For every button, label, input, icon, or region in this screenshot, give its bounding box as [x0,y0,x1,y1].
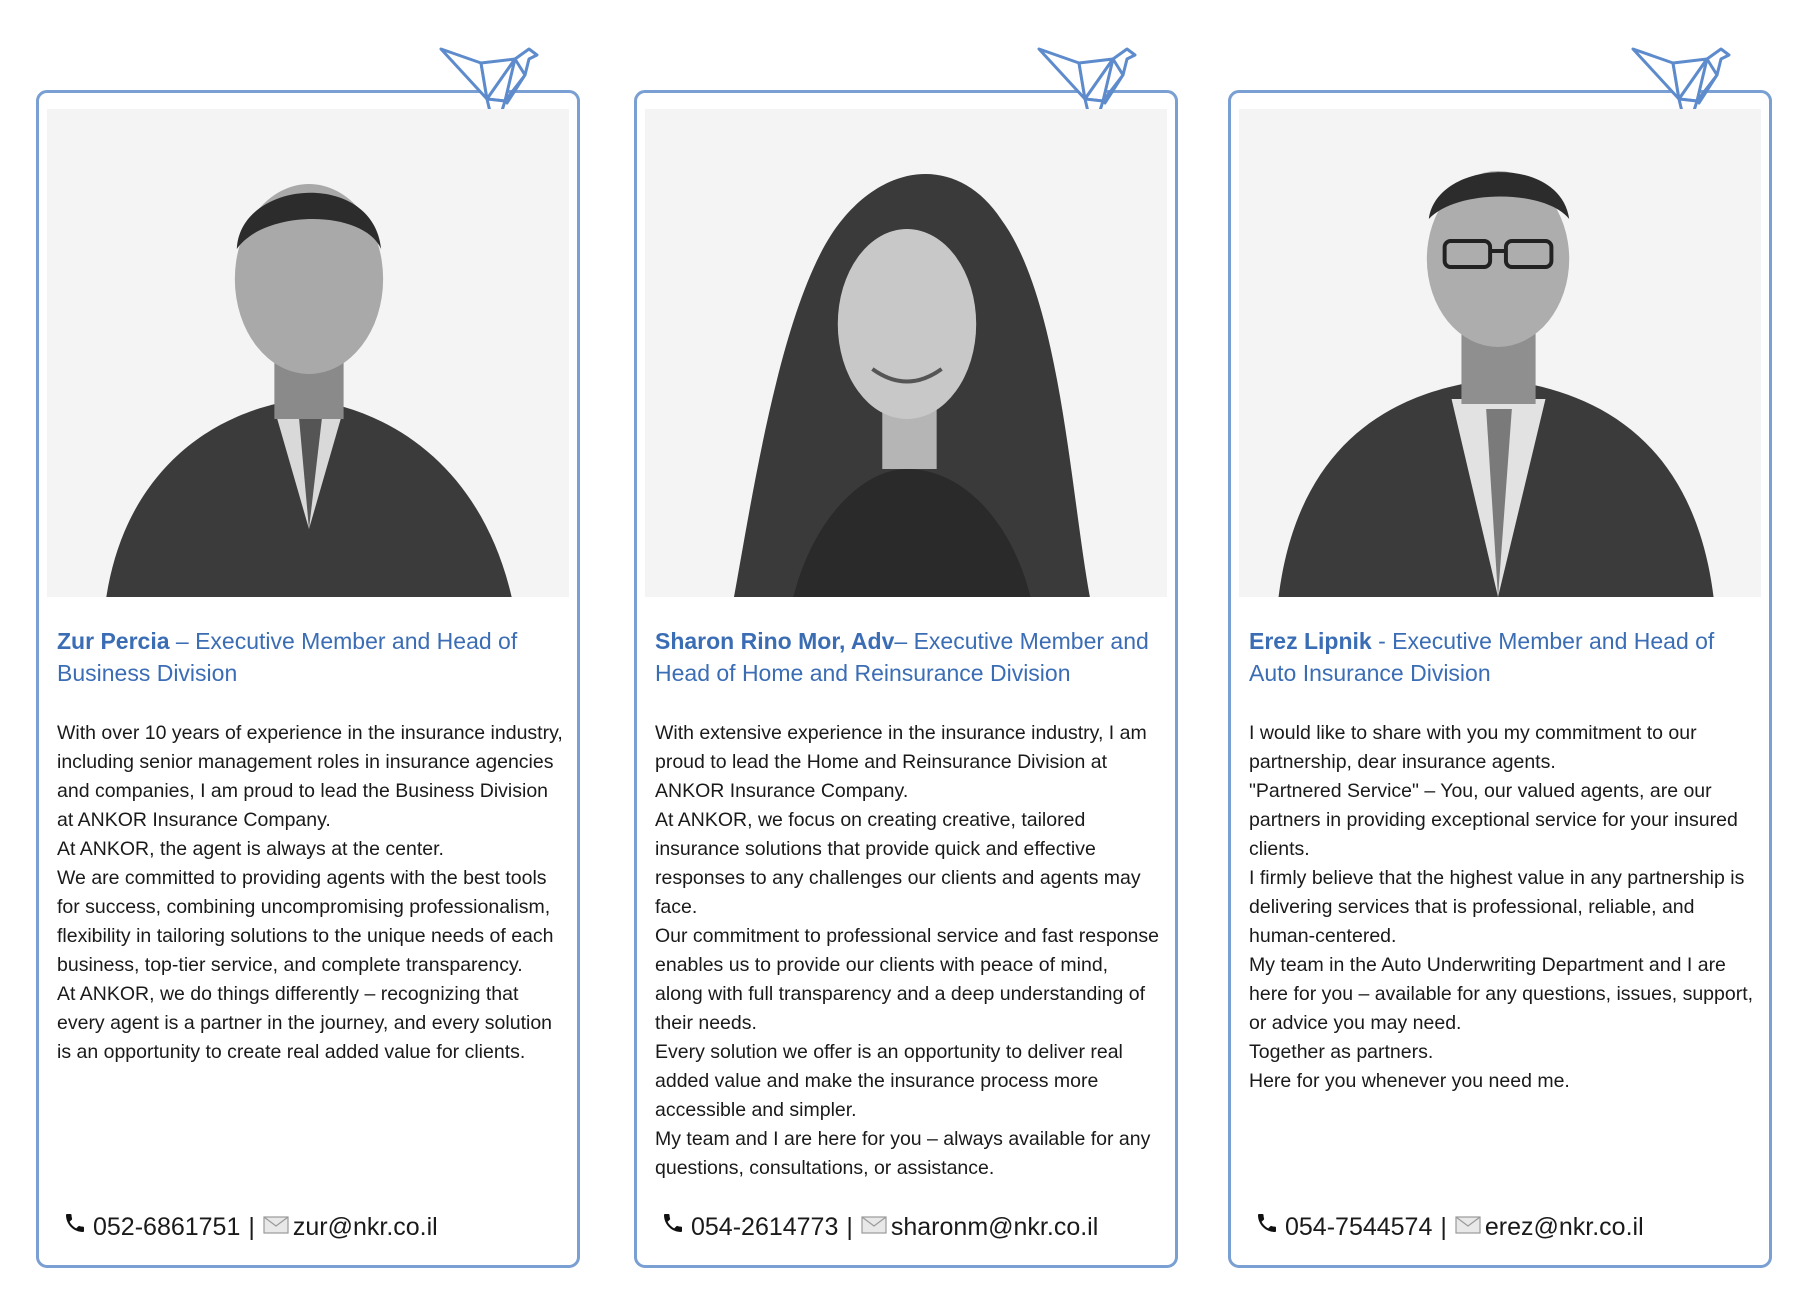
email-link[interactable]: zur@nkr.co.il [292,1213,438,1241]
bio-paragraph: With over 10 years of experience in the insurance industry, including senior management roles in insurance agencies and companies, I am proud to lead the Business Division at ANKOR Insurance Company. [57,722,563,831]
separator: | [1440,1213,1447,1241]
bio-paragraph: At ANKOR, we do things differently – recognizing that every agent is a partner in the journey, and every solution is an opportunity to create real added value for clients. [57,983,553,1063]
portrait-photo [1239,109,1761,597]
bio-paragraph: I firmly believe that the highest value in any partnership is delivering services that is professional, reliable, and human-centered. [1249,867,1745,947]
phone-number[interactable]: 052-6861751 [93,1213,241,1241]
bio-paragraph: Here for you whenever you need me. [1249,1070,1570,1092]
bio-paragraph: My team and I are here for you – always available for any questions, consultations, or assistance. [655,1128,1151,1179]
profile-bio [57,719,563,1067]
portrait-photo [47,109,569,597]
phone-icon [1255,1211,1279,1243]
profile-name: Sharon Rino Mor, Adv [655,628,895,654]
bio-paragraph: Every solution we offer is an opportunity to deliver real added value and make the insurance process more accessible and simpler. [655,1041,1123,1121]
envelope-icon [263,1211,289,1243]
bio-paragraph: At ANKOR, we focus on creating creative, tailored insurance solutions that provide quick and effective responses to any challenges our clients and agents may face. [655,809,1141,918]
profile-title: – Executive Member and Head of Home and Reinsurance Division [655,628,1149,686]
bio-paragraph: We are committed to providing agents with the best tools for success, combining uncompromising professionalism, flexibility in tailoring solutions to the unique needs of each business, top-tier service, and complete transparency. [57,867,554,976]
profile-heading [57,625,559,689]
phone-number[interactable]: 054-2614773 [691,1213,839,1241]
envelope-icon [861,1211,887,1243]
profile-name: Zur Percia [57,628,170,654]
email-link[interactable]: sharonm@nkr.co.il [890,1213,1099,1241]
phone-icon [661,1211,685,1243]
bio-paragraph: With extensive experience in the insurance industry, I am proud to lead the Home and Reinsurance Division at ANKOR Insurance Company. [655,722,1147,802]
bio-paragraph: Together as partners. [1249,1041,1434,1063]
email-link[interactable]: erez@nkr.co.il [1484,1213,1644,1241]
bio-paragraph: Our commitment to professional service and fast response enables us to provide our clients with peace of mind, along with full transparency and a deep understanding of their needs. [655,925,1159,1034]
bio-paragraph: My team in the Auto Underwriting Department and I are here for you – available for any questions, issues, support, or advice you may need. [1249,954,1754,1034]
profile-bio [655,719,1161,1183]
profile-card-erez-lipnik [1228,90,1772,1268]
profile-bio [1249,719,1755,1096]
bio-paragraph: "Partnered Service" – You, our valued agents, are our partners in providing exceptional service for your insured clients. [1249,780,1738,860]
profile-heading [1249,625,1751,689]
phone-icon [63,1211,87,1243]
phone-number[interactable]: 054-7544574 [1285,1213,1433,1241]
separator: | [248,1213,255,1241]
contact-line [1255,1211,1644,1243]
separator: | [846,1213,853,1241]
contact-line [63,1211,438,1243]
bio-paragraph: I would like to share with you my commitment to our partnership, dear insurance agents. [1249,722,1697,773]
profile-heading [655,625,1157,689]
profile-card-sharon-rino-mor [634,90,1178,1268]
contact-line [661,1211,1098,1243]
profile-name: Erez Lipnik [1249,628,1372,654]
portrait-photo [645,109,1167,597]
profile-title: - Executive Member and Head of Auto Insurance Division [1249,628,1715,686]
envelope-icon [1455,1211,1481,1243]
profile-card-zur-percia [36,90,580,1268]
profile-title: – Executive Member and Head of Business Division [57,628,518,686]
bio-paragraph: At ANKOR, the agent is always at the center. [57,838,444,860]
